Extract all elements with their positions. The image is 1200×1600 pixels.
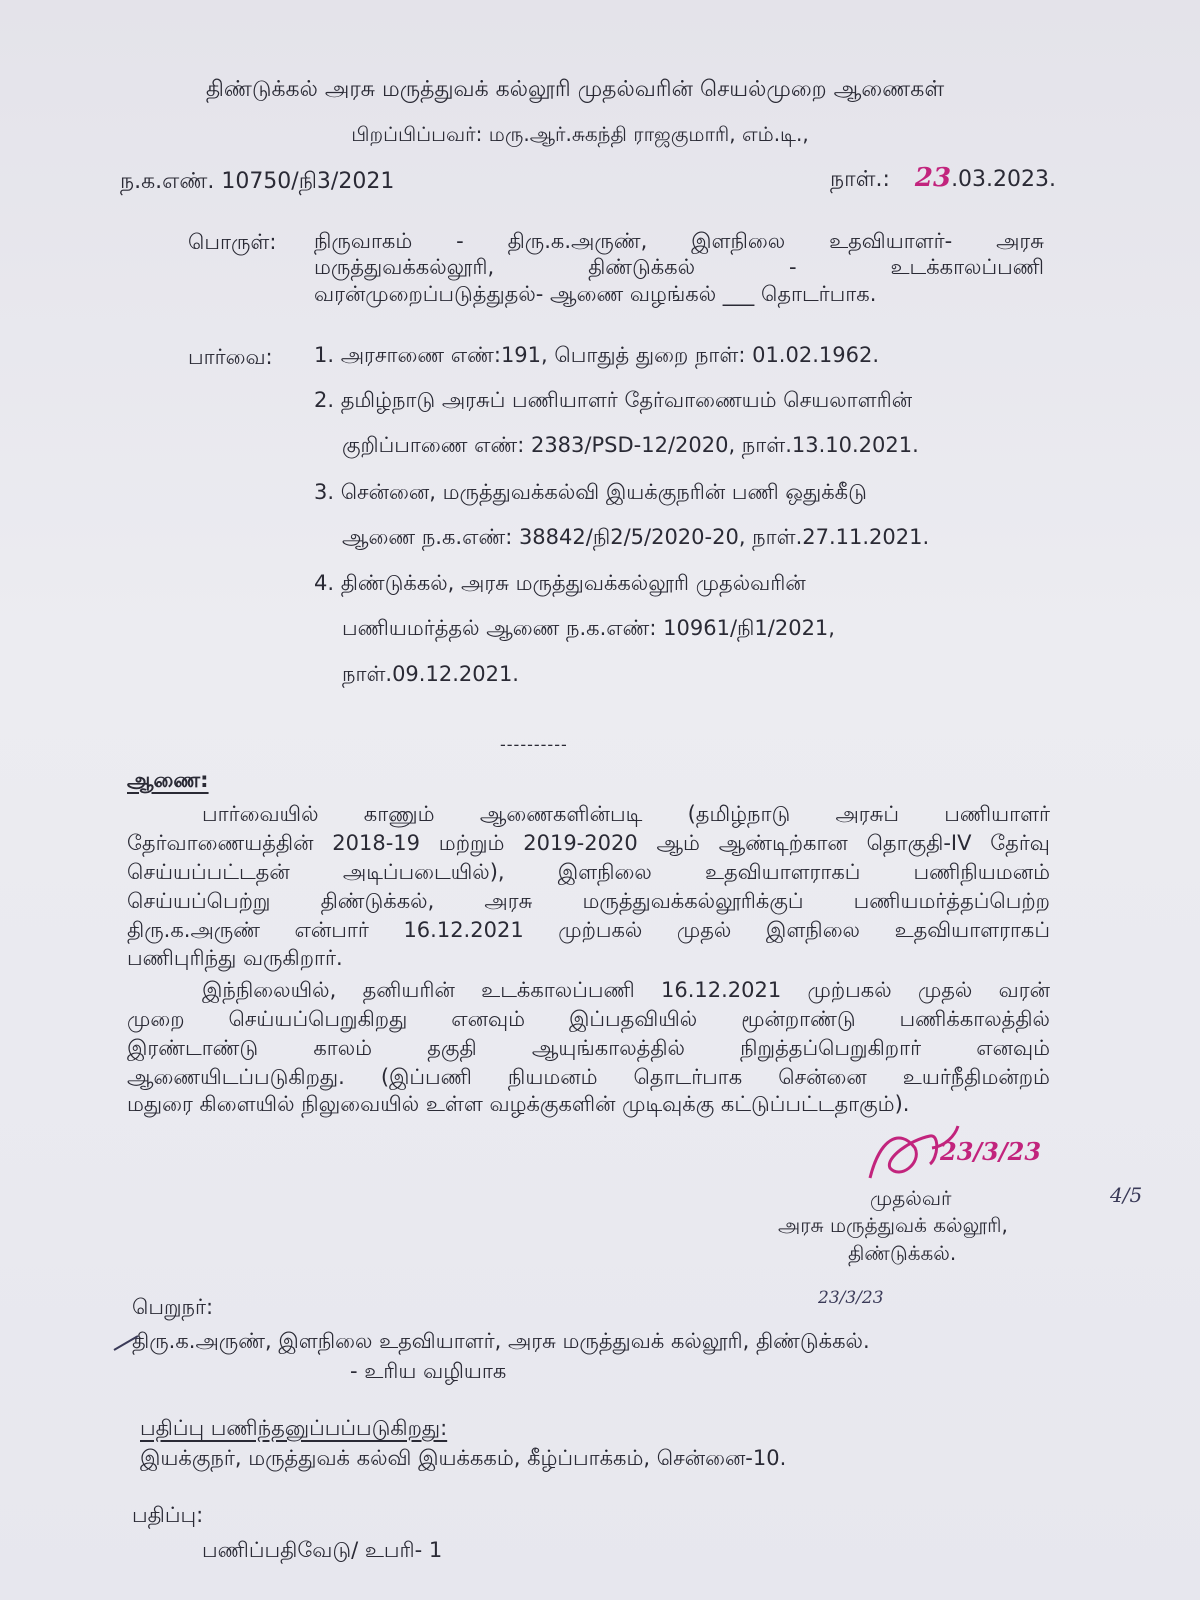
order-date bbox=[830, 165, 1056, 191]
word: தனியரின் bbox=[362, 978, 455, 1002]
subject-label: பொருள்: bbox=[188, 230, 277, 254]
word: என்பார் bbox=[294, 918, 369, 942]
date-rest: .03.2023. bbox=[951, 167, 1057, 192]
recipient-via: - உரிய வழியாக bbox=[350, 1359, 507, 1383]
word: தேர்வு bbox=[990, 831, 1050, 855]
word: வரன் bbox=[998, 978, 1050, 1002]
copy-label: பதிப்பு: bbox=[132, 1503, 204, 1527]
word: ஆண்டிற்கான bbox=[718, 831, 848, 855]
reference-item: ஆணை ந.க.எண்: 38842/நி2/5/2020-20, நாள்.27.11.2021. bbox=[342, 525, 930, 549]
order-paragraph-1-last: பணிபுரிந்து வருகிறார். bbox=[127, 946, 343, 970]
word: பணியாளர் bbox=[944, 802, 1050, 826]
references-label: பார்வை: bbox=[188, 345, 273, 369]
word: முற்பகல் bbox=[807, 978, 892, 1002]
justified-line bbox=[127, 918, 1050, 945]
word: உடக்காலப்பணி bbox=[481, 978, 635, 1002]
word: தொடர்பாக bbox=[633, 1065, 743, 1089]
subject-line-3: வரன்முறைப்படுத்துதல்- ஆணை வழங்கல் ___ தொடர்பாக. bbox=[314, 282, 877, 306]
reference-item: குறிப்பாணை எண்: 2383/PSD-12/2020, நாள்.13.10.2021. bbox=[342, 433, 919, 457]
signatory-place: திண்டுக்கல். bbox=[848, 1241, 957, 1265]
justified-line bbox=[127, 1007, 1050, 1034]
word: முதல் bbox=[676, 918, 732, 942]
word: உதவியாளராகப் bbox=[894, 918, 1050, 942]
word: 16.12.2021 bbox=[660, 978, 782, 1002]
separator: ---------- bbox=[500, 735, 568, 754]
word: மருத்துவக்கல்லூரிக்குப் bbox=[582, 889, 804, 913]
recipient-label: பெறுநர்: bbox=[132, 1295, 214, 1319]
word: காணும் bbox=[363, 802, 435, 826]
word: தகுதி bbox=[427, 1036, 477, 1060]
word: மருத்துவக்கல்லூரி, bbox=[314, 255, 495, 279]
word: ஆம் bbox=[656, 831, 700, 855]
word: இப்பதவியில் bbox=[569, 1007, 698, 1031]
word: காலம் bbox=[313, 1036, 373, 1060]
copy-line: பணிப்பதிவேடு/ உபரி- 1 bbox=[202, 1538, 443, 1562]
reference-item: 4. திண்டுக்கல், அரசு மருத்துவக்கல்லூரி முதல்வரின் bbox=[314, 571, 806, 595]
initial-date: 23/3/23 bbox=[818, 1288, 884, 1308]
justified-line bbox=[127, 1036, 1050, 1063]
reference-item: 3. சென்னை, மருத்துவக்கல்வி இயக்குநரின் பணி ஒதுக்கீடு bbox=[314, 480, 867, 504]
word: திண்டுக்கல், bbox=[320, 889, 435, 913]
word: நிறுத்தப்பெறுகிறார் bbox=[740, 1036, 922, 1060]
word: மற்றும் bbox=[438, 831, 505, 855]
signatory-title: முதல்வர் bbox=[870, 1186, 952, 1210]
word: முற்பகல் bbox=[558, 918, 643, 942]
reference-item: 1. அரசாணை எண்:191, பொதுத் துறை நாள்: 01.02.1962. bbox=[314, 343, 880, 367]
word: திண்டுக்கல் bbox=[588, 255, 696, 279]
date-label: நாள்.: bbox=[830, 167, 890, 192]
word: தேர்வாணையத்தின் bbox=[127, 831, 314, 855]
reference-number: ந.க.எண். 10750/நி3/2021 bbox=[120, 169, 395, 194]
word: எனவும் bbox=[451, 1007, 526, 1031]
word: அடிப்படையில்), bbox=[342, 860, 505, 884]
recipient-line: திரு.க.அருண், இளநிலை உதவியாளர், அரசு மருத்துவக் கல்லூரி, திண்டுக்கல். bbox=[132, 1329, 870, 1353]
word: எனவும் bbox=[976, 1036, 1050, 1060]
word: நியமனம் bbox=[507, 1065, 598, 1089]
word: இரண்டாண்டு bbox=[127, 1036, 259, 1060]
word: இளநிலை bbox=[691, 229, 786, 253]
word: இளநிலை bbox=[557, 860, 652, 884]
issuer-line: பிறப்பிப்பவர்: மரு.ஆர்.சுகந்தி ராஜகுமாரி, எம்.டி., bbox=[351, 122, 809, 146]
word: உயர்நீதிமன்றம் bbox=[902, 1065, 1050, 1089]
justified-line bbox=[127, 1065, 1050, 1092]
word: தொகுதி-IV bbox=[866, 831, 972, 855]
justified-line bbox=[127, 889, 1050, 916]
word: - bbox=[788, 255, 797, 279]
word: - bbox=[456, 229, 464, 253]
justified-line bbox=[202, 802, 1050, 829]
tick-mark bbox=[112, 1332, 142, 1352]
word: அரசு bbox=[484, 889, 533, 913]
word: அரசுப் bbox=[835, 802, 899, 826]
word: மூன்றாண்டு bbox=[741, 1007, 856, 1031]
copy-to-line: இயக்குநர், மருத்துவக் கல்வி இயக்ககம், கீழ்ப்பாக்கம், சென்னை-10. bbox=[140, 1446, 787, 1470]
word: முதல் bbox=[917, 978, 973, 1002]
word: 2019-2020 bbox=[523, 831, 638, 855]
word: ஆயுங்காலத்தில் bbox=[531, 1036, 685, 1060]
order-heading: ஆணை: bbox=[127, 768, 209, 792]
word: திரு.க.அருண் bbox=[127, 918, 260, 942]
copy-to-label: பதிப்பு பணிந்தனுப்பப்படுகிறது: bbox=[140, 1416, 448, 1440]
signature-date: 23/3/23 bbox=[940, 1137, 1042, 1166]
word: நிருவாகம் bbox=[314, 229, 413, 253]
reference-item: நாள்.09.12.2021. bbox=[342, 662, 519, 686]
word: 2018-19 bbox=[332, 831, 421, 855]
word: பணிநியமனம் bbox=[913, 860, 1050, 884]
word: ஆணைகளின்படி bbox=[479, 802, 643, 826]
word: உதவியாளர்- bbox=[829, 229, 953, 253]
word: இந்நிலையில், bbox=[202, 978, 337, 1002]
word: பார்வையில் bbox=[202, 802, 319, 826]
justified-line bbox=[127, 860, 1050, 887]
document-title: திண்டுக்கல் அரசு மருத்துவக் கல்லூரி முதல்வரின் செயல்முறை ஆணைகள் bbox=[205, 77, 945, 102]
word: பணியமர்த்தப்பெற்ற bbox=[853, 889, 1050, 913]
word: பணிக்காலத்தில் bbox=[899, 1007, 1050, 1031]
word: (தமிழ்நாடு bbox=[687, 802, 791, 826]
word: ஆணையிடப்படுகிறது. bbox=[127, 1065, 345, 1089]
justified-line bbox=[127, 831, 1050, 858]
word: செய்யப்பட்டதன் bbox=[127, 860, 290, 884]
reference-item: பணியமர்த்தல் ஆணை ந.க.எண்: 10961/நி1/2021, bbox=[342, 616, 835, 640]
signatory-org: அரசு மருத்துவக் கல்லூரி, bbox=[778, 1213, 1008, 1237]
order-paragraph-2-last: மதுரை கிளையில் நிலுவையில் உள்ள வழக்குகளின் முடிவுக்கு கட்டுப்பட்டதாகும்). bbox=[127, 1092, 910, 1116]
word: இளநிலை bbox=[765, 918, 860, 942]
word: சென்னை bbox=[778, 1065, 867, 1089]
word: முறை bbox=[127, 1007, 185, 1031]
word: 16.12.2021 bbox=[403, 918, 524, 942]
word: திரு.க.அருண், bbox=[507, 229, 648, 253]
word: உடக்காலப்பணி bbox=[890, 255, 1044, 279]
subject-line-1 bbox=[314, 229, 1044, 256]
word: (இப்பணி bbox=[380, 1065, 472, 1089]
date-day-handwritten: 23 bbox=[914, 163, 952, 193]
word: செய்யப்பெற்று bbox=[127, 889, 271, 913]
justified-line bbox=[202, 978, 1050, 1005]
word: செய்யப்பெறுகிறது bbox=[228, 1007, 408, 1031]
word: அரசு bbox=[996, 229, 1044, 253]
margin-note: 4/5 bbox=[1110, 1183, 1143, 1207]
word: உதவியாளராகப் bbox=[704, 860, 861, 884]
reference-item: 2. தமிழ்நாடு அரசுப் பணியாளர் தேர்வாணையம் செயலாளரின் bbox=[314, 388, 913, 412]
subject-line-2 bbox=[314, 255, 1044, 282]
